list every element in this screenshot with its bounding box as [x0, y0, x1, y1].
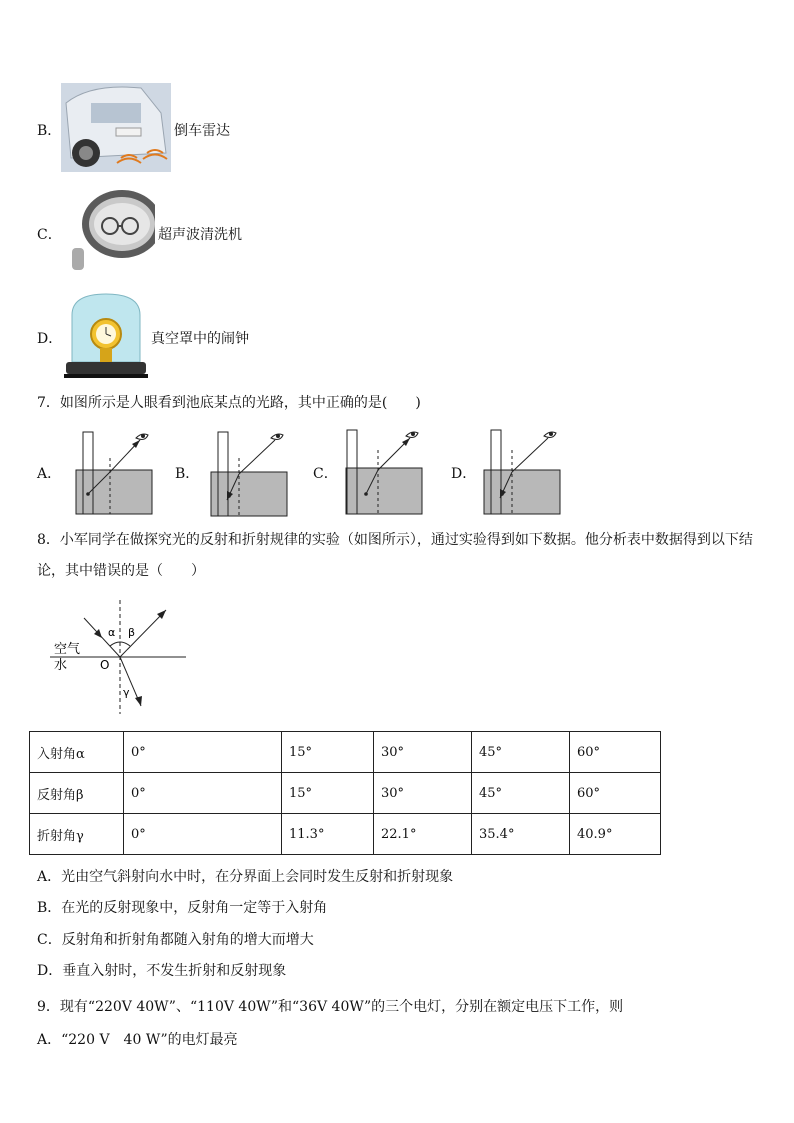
table-cell: 45° [472, 773, 570, 814]
table-cell: 0° [124, 773, 282, 814]
option-d-letter: D． [37, 331, 63, 347]
q7-diagram-d [482, 428, 562, 518]
table-cell: 40.9° [570, 814, 661, 855]
table-row [30, 814, 661, 855]
q8-data-table [29, 731, 661, 855]
row-label: 反射角β [30, 773, 124, 814]
option-d-caption: 真空罩中的闹钟 [151, 331, 249, 347]
air-label: 空气 [54, 642, 81, 657]
row-label: 折射角γ [30, 814, 124, 855]
q7-diagram-a [74, 428, 154, 518]
table-cell: 11.3° [282, 814, 374, 855]
table-row [30, 732, 661, 773]
table-row [30, 773, 661, 814]
q9-answer-a: A．“220 V 40 W”的电灯最亮 [37, 1032, 238, 1048]
ultrasonic-cleaner-image [62, 186, 155, 274]
q8-stem-line2: 论，其中错误的是（ ） [37, 563, 205, 579]
angle-gamma-label: γ [123, 686, 130, 699]
q8-reflection-refraction-diagram [36, 598, 190, 716]
q8-answer-c: C．反射角和折射角都随入射角的增大而增大 [37, 932, 314, 948]
option-b-letter: B． [37, 123, 62, 139]
q7-option-d-letter: D． [451, 466, 477, 482]
q8-answer-d: D．垂直入射时，不发生折射和反射现象 [37, 963, 287, 979]
q7-diagram-b [209, 428, 289, 518]
table-cell: 30° [374, 773, 472, 814]
table-cell: 60° [570, 732, 661, 773]
q8-answer-a: A．光由空气斜射向水中时，在分界面上会同时发生反射和折射现象 [37, 869, 454, 885]
angle-alpha-label: α [108, 626, 116, 639]
q8-answer-b: B．在光的反射现象中，反射角一定等于入射角 [37, 900, 328, 916]
option-b-caption: 倒车雷达 [174, 123, 230, 139]
row-label: 入射角α [30, 732, 124, 773]
option-c-caption: 超声波清洗机 [158, 227, 242, 243]
table-cell: 0° [124, 814, 282, 855]
table-cell: 35.4° [472, 814, 570, 855]
q8-stem-line1: 8．小军同学在做探究光的反射和折射规律的实验（如图所示），通过实验得到如下数据。他分析表中数据得到以下结 [37, 532, 753, 548]
table-cell: 45° [472, 732, 570, 773]
q7-option-b-letter: B． [175, 466, 200, 482]
water-label: 水 [54, 658, 68, 673]
angle-beta-label: β [128, 626, 136, 639]
table-cell: 30° [374, 732, 472, 773]
q7-option-c-letter: C． [313, 466, 338, 482]
q9-stem: 9．现有“220V 40W”、“110V 40W”和“36V 40W”的三个电灯，分别在额定电压下工作，则 [37, 999, 624, 1015]
table-cell: 60° [570, 773, 661, 814]
table-cell: 15° [282, 773, 374, 814]
q7-option-a-letter: A． [37, 466, 62, 482]
table-cell: 15° [282, 732, 374, 773]
option-c-letter: C． [37, 227, 62, 243]
table-cell: 22.1° [374, 814, 472, 855]
origin-label: O [100, 658, 110, 672]
bell-jar-alarm-clock-image [64, 290, 148, 380]
car-parking-radar-image [61, 83, 171, 172]
q7-stem: 7．如图所示是人眼看到池底某点的光路，其中正确的是( ) [37, 395, 421, 411]
table-cell: 0° [124, 732, 282, 773]
q7-diagram-c [344, 428, 424, 518]
